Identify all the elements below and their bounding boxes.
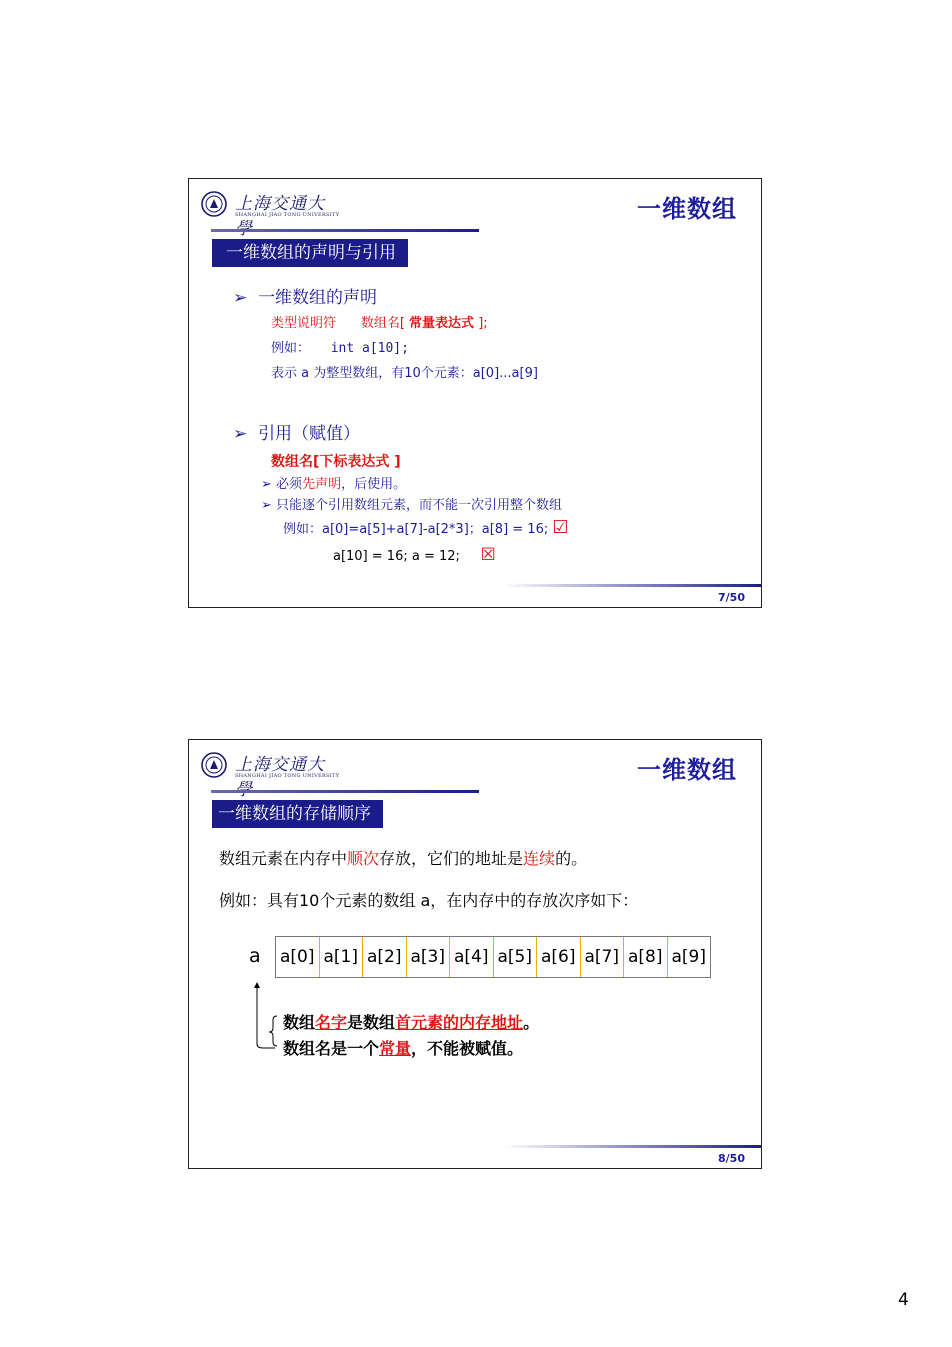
arrow-bullet-icon: ➢ bbox=[233, 288, 248, 308]
statement-text-b: 顺次 bbox=[347, 849, 380, 868]
statement-text-d: 连续 bbox=[523, 849, 556, 868]
reference-syntax: 数组名[下标表达式 ] bbox=[271, 454, 401, 470]
sub-bullet-2 bbox=[261, 494, 562, 513]
memory-array bbox=[275, 936, 711, 978]
array-name-label: a bbox=[249, 945, 261, 967]
array-cell: a[1] bbox=[320, 937, 364, 977]
array-cell: a[0] bbox=[276, 937, 320, 977]
statement-text-c: 存放，它们的地址是 bbox=[379, 849, 524, 868]
header-divider bbox=[211, 229, 479, 232]
array-cell: a[5] bbox=[494, 937, 538, 977]
bullet-declaration bbox=[233, 283, 377, 308]
syntax-name: 数组名[ bbox=[360, 316, 405, 331]
logo-chinese-name: 上海交通大 bbox=[235, 755, 325, 775]
bullet-text: 一维数组的声明 bbox=[258, 288, 378, 308]
sub1-text-b: 先声明 bbox=[302, 477, 342, 492]
slide-7 bbox=[188, 178, 762, 608]
footer-divider bbox=[501, 1145, 761, 1148]
example-code: int a[10]; bbox=[330, 341, 409, 356]
cross-icon: ☒ bbox=[480, 545, 496, 565]
footer-divider bbox=[501, 584, 761, 587]
sub-bullet-1 bbox=[261, 473, 406, 492]
slide-title: 一维数组 bbox=[637, 756, 737, 784]
university-seal-icon bbox=[201, 752, 227, 778]
array-cell: a[6] bbox=[537, 937, 581, 977]
array-cell: a[9] bbox=[671, 947, 706, 967]
array-cell: a[4] bbox=[450, 937, 494, 977]
array-cell: a[2] bbox=[363, 937, 407, 977]
example-invalid-text: a[10] = 16; a = 12; bbox=[333, 549, 460, 564]
arrow-bullet-icon: ➢ bbox=[233, 424, 248, 444]
note-array-name bbox=[283, 1010, 539, 1033]
note1-text-a: 数组 bbox=[283, 1013, 316, 1032]
storage-statement bbox=[219, 846, 587, 869]
example-line bbox=[271, 337, 409, 356]
arrow-bullet-icon: ➢ bbox=[261, 477, 272, 492]
check-icon: ☑ bbox=[552, 517, 569, 538]
logo-english-name: SHANGHAI JIAO TONG UNIVERSITY bbox=[235, 773, 340, 779]
university-logo bbox=[201, 750, 341, 784]
bullet-reference bbox=[233, 419, 360, 444]
arrow-bullet-icon: ➢ bbox=[261, 498, 272, 513]
example-invalid bbox=[333, 545, 496, 565]
example-description: 表示 a 为整型数组，有10个元素：a[0]...a[9] bbox=[271, 366, 538, 381]
declaration-syntax bbox=[271, 312, 488, 331]
note2-text-a: 数组名是一个 bbox=[283, 1039, 380, 1058]
example-label: 例如： bbox=[271, 341, 311, 356]
note2-text-c: ，不能被赋值。 bbox=[411, 1039, 524, 1058]
slide-title: 一维数组 bbox=[637, 195, 737, 223]
slide-page-number: 7/50 bbox=[718, 591, 745, 604]
statement-text-a: 数组元素在内存中 bbox=[219, 849, 348, 868]
section-heading: 一维数组的声明与引用 bbox=[212, 239, 408, 267]
sub1-text-c: ，后使用。 bbox=[341, 477, 407, 492]
example-valid bbox=[283, 517, 569, 538]
header-divider bbox=[211, 790, 479, 793]
slide-page-number: 8/50 bbox=[718, 1152, 745, 1165]
sub2-text: 只能逐个引用数组元素，而不能一次引用整个数组 bbox=[276, 498, 563, 513]
sub1-text-a: 必须 bbox=[276, 477, 303, 492]
array-cell: a[3] bbox=[407, 937, 451, 977]
university-logo bbox=[201, 189, 341, 223]
syntax-type: 类型说明符 bbox=[271, 316, 337, 331]
syntax-expr: 常量表达式 bbox=[409, 316, 475, 331]
document-page-number: 4 bbox=[898, 1290, 909, 1310]
note2-text-b: 常量 bbox=[379, 1039, 412, 1058]
logo-english-name: SHANGHAI JIAO TONG UNIVERSITY bbox=[235, 212, 340, 218]
array-cell: a[8] bbox=[624, 937, 668, 977]
section-heading: 一维数组的存储顺序 bbox=[212, 800, 383, 828]
note-constant bbox=[283, 1036, 523, 1059]
statement-text-e: 的。 bbox=[555, 849, 588, 868]
slide-8 bbox=[188, 739, 762, 1169]
array-cell: a[7] bbox=[581, 937, 625, 977]
example-valid-text: 例如：a[0]=a[5]+a[7]-a[2*3]；a[8] = 16; bbox=[283, 522, 549, 537]
logo-chinese-name: 上海交通大 bbox=[235, 194, 325, 214]
syntax-close: ]; bbox=[478, 316, 488, 331]
note1-text-b: 名字 bbox=[315, 1013, 348, 1032]
note1-text-e: 。 bbox=[523, 1013, 540, 1032]
example-statement: 例如：具有10个元素的数组 a，在内存中的存放次序如下： bbox=[219, 891, 639, 910]
note1-text-c: 是数组 bbox=[347, 1013, 396, 1032]
university-seal-icon bbox=[201, 191, 227, 217]
note1-text-d: 首元素的内存地址 bbox=[395, 1013, 524, 1032]
bullet-text: 引用（赋值） bbox=[258, 424, 361, 444]
